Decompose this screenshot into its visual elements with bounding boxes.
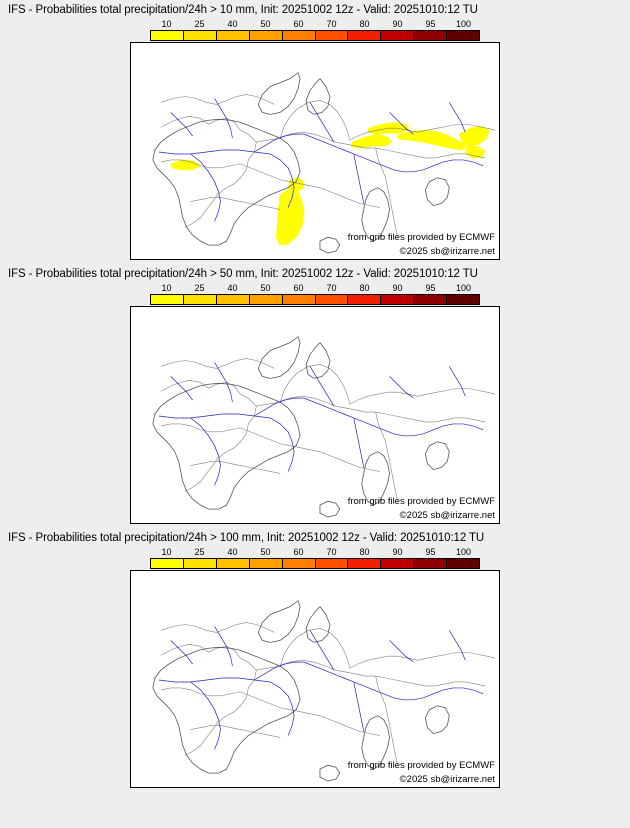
legend-10mm	[150, 19, 480, 41]
legend-label-6: 80	[359, 547, 370, 557]
map-canvas-100mm[interactable]	[130, 570, 500, 788]
legend-label-7: 90	[392, 547, 403, 557]
legend-swatch-6	[348, 559, 381, 568]
legend-swatch-5	[316, 295, 349, 304]
legend-swatch-2	[217, 559, 250, 568]
legend-swatch-9	[447, 295, 479, 304]
legend-swatch-1	[184, 559, 217, 568]
legend-label-8: 95	[425, 19, 436, 29]
panel-title-100mm: IFS - Probabilities total precipitation/24h > 100 mm, Init: 20251002 12z - Valid: 20251010:12 TU	[8, 532, 485, 544]
rivers	[159, 98, 483, 221]
legend-swatch-7	[381, 31, 414, 40]
legend-label-4: 60	[293, 19, 304, 29]
legend-label-0: 10	[161, 19, 172, 29]
legend-swatch-2	[217, 295, 250, 304]
coastline	[153, 337, 449, 517]
country-borders	[161, 95, 495, 238]
legend-label-4: 60	[293, 283, 304, 293]
forecast-panel-10mm	[0, 0, 630, 260]
rivers	[159, 626, 483, 749]
legend-swatch-4	[283, 559, 316, 568]
map-graphic-100mm	[131, 571, 499, 787]
legend-swatch-4	[283, 31, 316, 40]
legend-label-6: 80	[359, 19, 370, 29]
legend-label-3: 50	[260, 19, 271, 29]
legend-swatch-3	[250, 31, 283, 40]
legend-swatch-6	[348, 295, 381, 304]
coastline	[153, 601, 449, 781]
legend-colorbar	[150, 558, 480, 569]
legend-label-1: 25	[194, 19, 205, 29]
legend-label-9: 100	[455, 547, 472, 557]
legend-swatch-1	[184, 295, 217, 304]
credit-ecmwf: from grib files provided by ECMWF	[347, 496, 495, 507]
country-borders	[161, 623, 495, 766]
legend-swatch-4	[283, 295, 316, 304]
legend-swatch-2	[217, 31, 250, 40]
legend-swatch-7	[381, 559, 414, 568]
legend-swatch-0	[151, 559, 184, 568]
legend-label-4: 60	[293, 547, 304, 557]
legend-swatch-3	[250, 295, 283, 304]
country-borders	[161, 359, 495, 502]
legend-swatch-5	[316, 559, 349, 568]
credit-ecmwf: from grib files provided by ECMWF	[347, 232, 495, 243]
legend-label-0: 10	[161, 547, 172, 557]
legend-label-0: 10	[161, 283, 172, 293]
legend-label-6: 80	[359, 283, 370, 293]
panel-title-50mm: IFS - Probabilities total precipitation/24h > 50 mm, Init: 20251002 12z - Valid: 20251010:12 TU	[8, 268, 478, 280]
rivers	[159, 362, 483, 485]
panel-title-10mm: IFS - Probabilities total precipitation/24h > 10 mm, Init: 20251002 12z - Valid: 20251010:12 TU	[8, 4, 478, 16]
legend-label-2: 40	[227, 19, 238, 29]
legend-label-2: 40	[227, 283, 238, 293]
legend-colorbar	[150, 294, 480, 305]
legend-label-1: 25	[194, 283, 205, 293]
legend-swatch-8	[414, 559, 447, 568]
legend-label-3: 50	[260, 547, 271, 557]
legend-label-5: 70	[326, 547, 337, 557]
legend-swatch-9	[447, 31, 479, 40]
legend-label-7: 90	[392, 283, 403, 293]
legend-100mm	[150, 547, 480, 569]
legend-label-9: 100	[455, 19, 472, 29]
legend-label-5: 70	[326, 283, 337, 293]
legend-label-3: 50	[260, 283, 271, 293]
legend-swatch-8	[414, 31, 447, 40]
legend-swatch-0	[151, 31, 184, 40]
legend-swatch-8	[414, 295, 447, 304]
legend-swatch-9	[447, 559, 479, 568]
legend-label-5: 70	[326, 19, 337, 29]
legend-swatch-3	[250, 559, 283, 568]
legend-label-2: 40	[227, 547, 238, 557]
legend-labels	[150, 283, 480, 294]
credit-ecmwf: from grib files provided by ECMWF	[347, 760, 495, 771]
credit-owner: ©2025 sb@irizarre.net	[399, 510, 495, 521]
map-canvas-10mm[interactable]	[130, 42, 500, 260]
map-graphic-50mm	[131, 307, 499, 523]
map-graphic-10mm	[131, 43, 499, 259]
legend-label-7: 90	[392, 19, 403, 29]
probability-shading	[171, 122, 489, 245]
legend-50mm	[150, 283, 480, 305]
legend-colorbar	[150, 30, 480, 41]
legend-swatch-0	[151, 295, 184, 304]
legend-swatch-1	[184, 31, 217, 40]
credit-owner: ©2025 sb@irizarre.net	[399, 774, 495, 785]
legend-label-1: 25	[194, 547, 205, 557]
legend-label-9: 100	[455, 283, 472, 293]
legend-swatch-7	[381, 295, 414, 304]
legend-label-8: 95	[425, 547, 436, 557]
forecast-panel-50mm	[0, 264, 630, 524]
legend-label-8: 95	[425, 283, 436, 293]
legend-labels	[150, 19, 480, 30]
legend-swatch-6	[348, 31, 381, 40]
legend-labels	[150, 547, 480, 558]
map-canvas-50mm[interactable]	[130, 306, 500, 524]
legend-swatch-5	[316, 31, 349, 40]
forecast-panel-100mm	[0, 528, 630, 788]
credit-owner: ©2025 sb@irizarre.net	[399, 246, 495, 257]
